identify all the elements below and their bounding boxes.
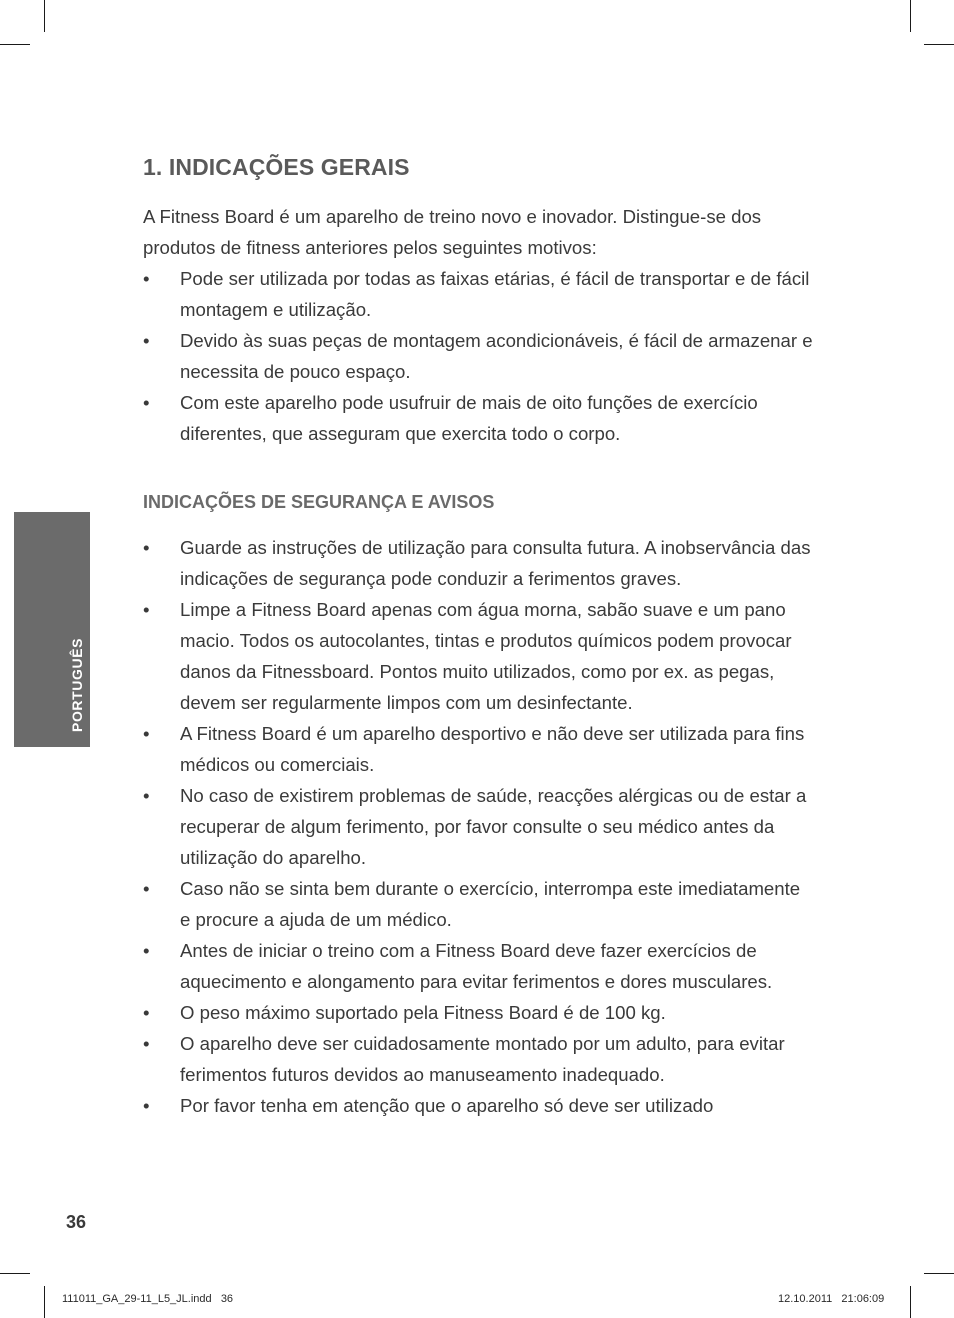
bullet-dot: •: [143, 1002, 150, 1023]
list-item-text: O aparelho deve ser cuidadosamente montado por um adulto, para evitar ferimentos futuros devidos ao manuseamento inadequado.: [180, 1033, 785, 1085]
print-slug-file: 111011_GA_29-11_L5_JL.indd 36: [62, 1293, 234, 1305]
list-item: [143, 325, 815, 387]
section-title-general: 1. INDICAÇÕES GERAIS: [143, 154, 410, 180]
list-item: [143, 997, 815, 1028]
bullet-dot: •: [143, 330, 150, 351]
crop-mark-bottom-left-h: [0, 1273, 30, 1274]
general-bullet-list: [143, 263, 815, 449]
bullet-dot: •: [143, 1033, 150, 1054]
print-slug-date: 12.10.2011 21:06:09: [778, 1293, 885, 1305]
intro-paragraph: A Fitness Board é um aparelho de treino novo e inovador. Distingue-se dos produtos de fitness anteriores pelos seguintes motivos:: [143, 206, 762, 258]
safety-bullet-list: [143, 532, 815, 1121]
bullet-dot: •: [143, 1095, 150, 1116]
crop-mark-top-right-h: [924, 44, 954, 45]
list-item-text: No caso de existirem problemas de saúde, reacções alérgicas ou de estar a recuperar de algum ferimento, por favor consulte o seu médico antes da utilização do aparelho.: [180, 785, 807, 868]
crop-mark-top-left-h: [0, 44, 30, 45]
bullet-dot: •: [143, 599, 150, 620]
list-item-text: O peso máximo suportado pela Fitness Board é de 100 kg.: [180, 1002, 666, 1023]
list-item: [143, 263, 815, 325]
list-item: [143, 1028, 815, 1090]
crop-mark-bottom-left-v: [44, 1286, 45, 1318]
list-item-text: Caso não se sinta bem durante o exercício, interrompa este imediatamente e procure a ajuda de um médico.: [180, 878, 801, 930]
list-item: [143, 387, 815, 449]
list-item-text: A Fitness Board é um aparelho desportivo e não deve ser utilizada para fins médicos ou comerciais.: [180, 723, 805, 775]
bullet-dot: •: [143, 392, 150, 413]
section-title-safety: INDICAÇÕES DE SEGURANÇA E AVISOS: [143, 492, 495, 512]
list-item: [143, 780, 815, 873]
list-item-text: Guarde as instruções de utilização para consulta futura. A inobservância das indicações de segurança pode conduzir a ferimentos graves.: [180, 537, 811, 589]
list-item: [143, 532, 815, 594]
list-item: [143, 935, 815, 997]
bullet-dot: •: [143, 785, 150, 806]
crop-mark-bottom-right-h: [924, 1273, 954, 1274]
crop-mark-bottom-right-v: [910, 1286, 911, 1318]
list-item-text: Com este aparelho pode usufruir de mais de oito funções de exercício diferentes, que asseguram que exercita todo o corpo.: [180, 392, 758, 444]
list-item: [143, 594, 815, 718]
list-item: [143, 718, 815, 780]
bullet-dot: •: [143, 723, 150, 744]
crop-mark-top-right-v: [910, 0, 911, 32]
list-item-text: Pode ser utilizada por todas as faixas etárias, é fácil de transportar e de fácil montagem e utilização.: [180, 268, 810, 320]
list-item-text: Antes de iniciar o treino com a Fitness Board deve fazer exercícios de aquecimento e alongamento para evitar ferimentos e dores musculares.: [180, 940, 773, 992]
page-content: [143, 150, 815, 1121]
bullet-dot: •: [143, 940, 150, 961]
list-item-text: Limpe a Fitness Board apenas com água morna, sabão suave e um pano macio. Todos os autocolantes, tintas e produtos químicos podem provocar danos da Fitnessboard. Pontos muito utilizados, como por ex. as pegas, devem ser regularmente limpos com um desinfectante.: [180, 599, 792, 713]
bullet-dot: •: [143, 878, 150, 899]
page-number: 36: [66, 1212, 87, 1232]
list-item-text: Por favor tenha em atenção que o aparelho só deve ser utilizado: [180, 1095, 714, 1116]
list-item-text: Devido às suas peças de montagem acondicionáveis, é fácil de armazenar e necessita de pouco espaço.: [180, 330, 813, 382]
bullet-dot: •: [143, 537, 150, 558]
bullet-dot: •: [143, 268, 150, 289]
crop-mark-top-left-v: [44, 0, 45, 32]
list-item: [143, 873, 815, 935]
list-item: [143, 1090, 815, 1121]
language-tab-label: PORTUGUÊS: [69, 637, 85, 732]
